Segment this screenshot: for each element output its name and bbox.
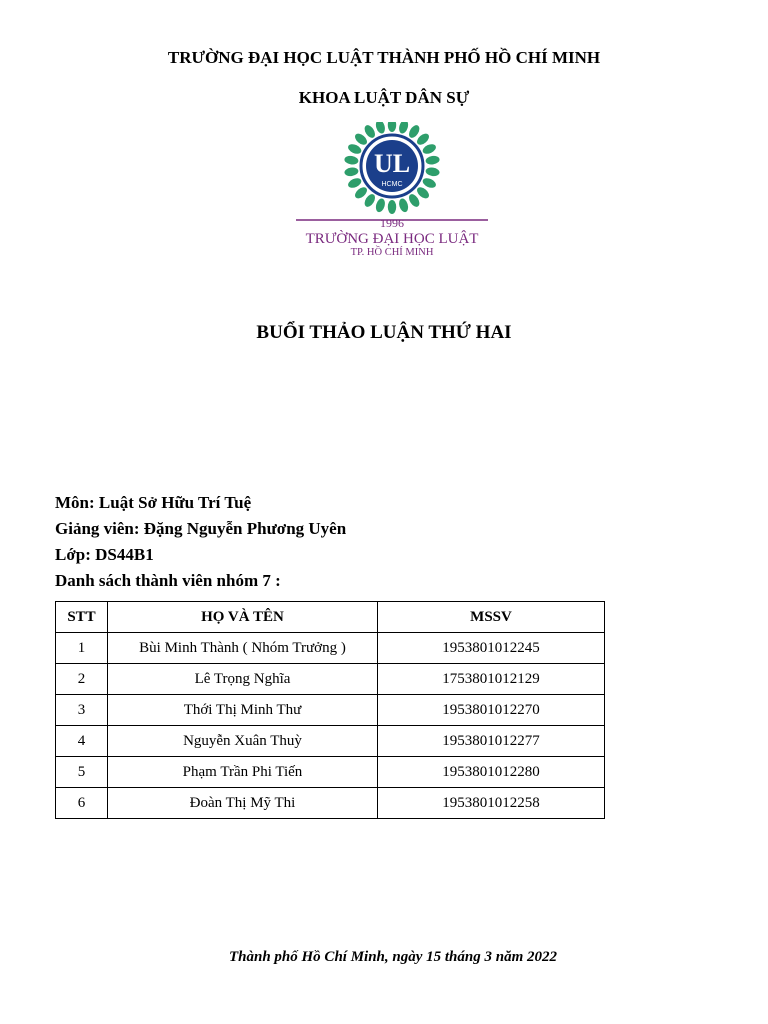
leaf-icon: [425, 167, 440, 177]
logo-name-line1: TRƯỜNG ĐẠI HỌC LUẬT: [305, 231, 479, 247]
table-row: [56, 664, 605, 695]
cell-name: Thới Thị Minh Thư: [108, 695, 378, 726]
leaf-icon: [388, 122, 396, 132]
cell-stt: 2: [56, 664, 108, 695]
header-name: HỌ VÀ TÊN: [108, 602, 378, 633]
class-line: Lớp: DS44B1: [55, 545, 154, 564]
table-header-row: [56, 602, 605, 633]
emblem-city: HCMC: [381, 181, 403, 188]
cell-stt: 6: [56, 788, 108, 819]
cell-name: Bùi Minh Thành ( Nhóm Trưởng ): [108, 633, 378, 664]
cell-name: Phạm Trần Phi Tiến: [108, 757, 378, 788]
leaf-icon: [421, 142, 437, 155]
subject-line: Môn: Luật Sở Hữu Trí Tuệ: [55, 493, 252, 512]
header-stt: STT: [56, 602, 108, 633]
member-table: [55, 601, 605, 819]
leaf-icon: [347, 142, 363, 155]
cell-name: Lê Trọng Nghĩa: [108, 664, 378, 695]
leaf-icon: [374, 197, 386, 213]
table-row: [56, 726, 605, 757]
leaf-icon: [421, 176, 437, 189]
cell-stt: 5: [56, 757, 108, 788]
leaf-icon: [344, 167, 359, 177]
lecturer-line: Giảng viên: Đặng Nguyễn Phương Uyên: [55, 519, 347, 538]
leaf-icon: [425, 155, 440, 165]
emblem-initials: UL: [373, 149, 411, 178]
university-logo: [292, 122, 492, 262]
session-title: BUỔI THẢO LUẬN THỨ HAI: [256, 322, 512, 343]
cell-mssv: 1953801012270: [378, 695, 605, 726]
cell-mssv: 1953801012245: [378, 633, 605, 664]
footer-date: Thành phố Hồ Chí Minh, ngày 15 tháng 3 năm 2022: [228, 949, 557, 965]
table-row: [56, 788, 605, 819]
logo-name-line2: TP. HỒ CHÍ MINH: [350, 247, 434, 258]
logo-year: 1996: [380, 216, 404, 230]
members-label: Danh sách thành viên nhóm 7 :: [55, 571, 281, 590]
table-row: [56, 695, 605, 726]
cell-name: Đoàn Thị Mỹ Thi: [108, 788, 378, 819]
university-logo-graphic: [292, 122, 492, 262]
leaf-icon: [374, 122, 386, 135]
header-mssv: MSSV: [378, 602, 605, 633]
cell-mssv: 1753801012129: [378, 664, 605, 695]
leaf-icon: [398, 197, 410, 213]
cell-stt: 3: [56, 695, 108, 726]
leaf-icon: [344, 155, 359, 165]
leaf-icon: [347, 176, 363, 189]
cell-name: Nguyễn Xuân Thuỳ: [108, 726, 378, 757]
table-row: [56, 633, 605, 664]
cell-stt: 1: [56, 633, 108, 664]
cell-stt: 4: [56, 726, 108, 757]
leaf-icon: [398, 122, 410, 135]
leaf-icon: [388, 200, 396, 214]
cell-mssv: 1953801012280: [378, 757, 605, 788]
cell-mssv: 1953801012277: [378, 726, 605, 757]
university-name: TRƯỜNG ĐẠI HỌC LUẬT THÀNH PHỐ HỒ CHÍ MINH: [167, 48, 601, 67]
faculty-name: KHOA LUẬT DÂN SỰ: [298, 88, 470, 107]
cell-mssv: 1953801012258: [378, 788, 605, 819]
table-row: [56, 757, 605, 788]
